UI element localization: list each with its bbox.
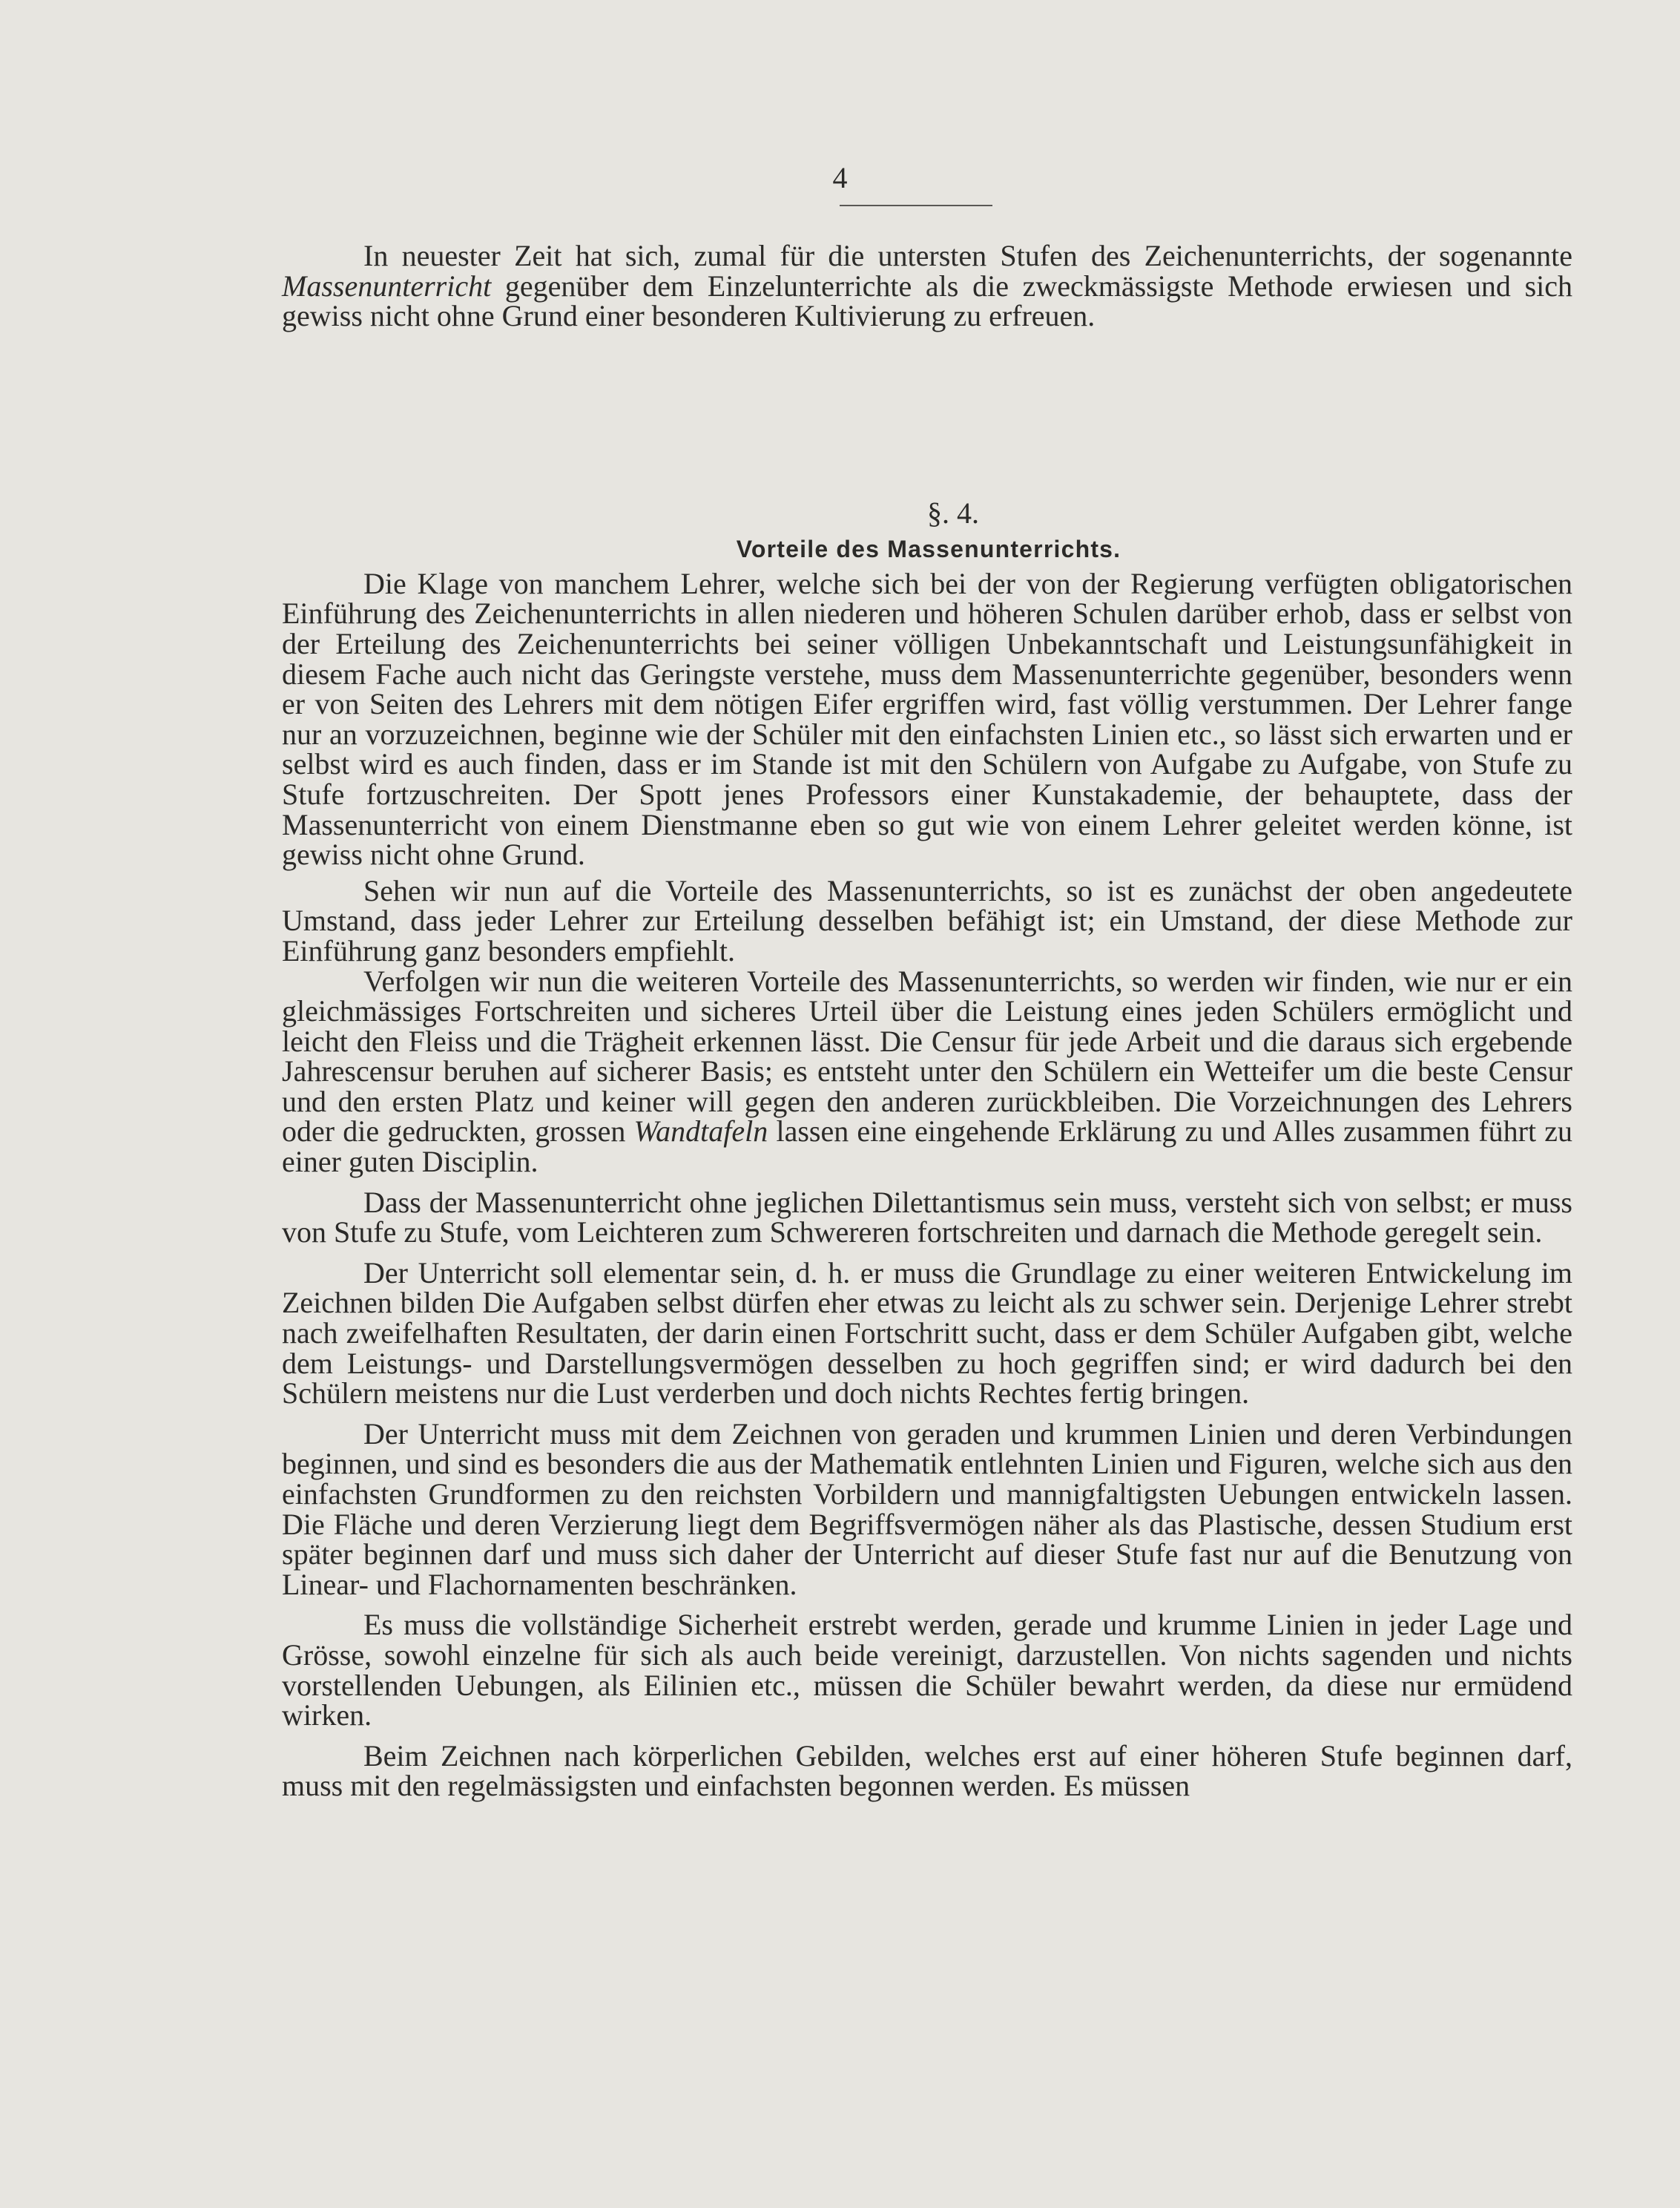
paragraph-3-italic-term: Wandtafeln	[633, 1114, 768, 1149]
intro-text-after: gegenüber dem Einzelunterrichte als die zweckmässigste Methode erwiesen und sich gewiss nicht ohne Grund einer besonderen Kultivierung zu erfreuen.	[282, 269, 1572, 333]
paragraph-8: Beim Zeichnen nach körperlichen Gebilden, welches erst auf einer höheren Stufe beginnen darf, muss mit den regelmässigsten und einfachsten begonnen werden. Es müssen	[282, 1738, 1572, 1803]
paragraph-1: Die Klage von manchem Lehrer, welche sich bei der von der Regierung verfügten obligatorischen Einführung des Zeichenunterrichts in allen niederen und höheren Schulen darüber erhob, dass er selbst von der Erteilung des Zeichenunterrichts bei seiner völligen Unbekanntschaft und Leistungsunfähigkeit in diesem Fache auch nicht das Geringste verstehe, muss dem Massenunterrichte gegenüber, besonders wenn er von Seiten des Lehrers mit dem nötigen Eifer ergriffen wird, fast völlig verstummen. Der Lehrer fange nur an vorzuzeichnen, beginne wie der Schüler mit den einfachsten Linien etc., so lässt sich erwarten und er selbst wird es auch finden, dass er im Stande ist mit den Schülern von Aufgabe zu Aufgabe, von Stufe zu Stufe fortzuschreiten. Der Spott jenes Professors einer Kunstakademie, der behauptete, dass der Massenunterricht von einem Dienstmanne eben so gut wie von einem Lehrer geleitet werden könne, ist gewiss nicht ohne Grund.	[282, 566, 1572, 872]
intro-paragraph	[282, 241, 1572, 332]
paragraph-5: Der Unterricht soll elementar sein, d. h. er muss die Grundlage zu einer weiteren Entwickelung im Zeichnen bilden Die Aufgaben selbst dürfen eher etwas zu leicht als zu schwer sein. Derjenige Lehrer strebt nach zweifelhaften Resultaten, der darin einen Fortschritt sucht, dass er dem Schüler Aufgaben gibt, welche dem Leistungs- und Darstellungsvermögen desselben zu hoch gegriffen sind; er wird dadurch bei den Schülern meistens nur die Lust verderben und doch nichts Rechtes fertig bringen.	[282, 1255, 1572, 1410]
paragraph-3-before: Verfolgen wir nun die weiteren Vorteile des Massenunterrichts, so werden wir finden, wie nur er ein gleichmässiges Fortschreiten und sicheres Urteil über die Leistung eines jeden Schülers ermöglicht und leicht den Fleiss und die Trägheit erkennen lässt. Die Censur für jede Arbeit und die daraus sich ergebende Jahrescensur beruhen auf sicherer Basis; es entsteht unter den Schülern ein Wetteifer um die beste Censur und den ersten Platz und keiner will gegen den anderen zurückbleiben. Die Vorzeichnungen des Lehrers oder die gedruckten, grossen	[282, 964, 1572, 1149]
paragraph-3-after: lassen eine eingehende Erklärung zu und Alles zusammen führt zu einer guten Disciplin.	[282, 1114, 1572, 1179]
page-number: 4	[832, 161, 848, 194]
paragraph-7: Es muss die vollständige Sicherheit erstrebt werden, gerade und krumme Linien in jeder Lage und Grösse, sowohl einzelne für sich als auch beide vereinigt, darzustellen. Von nichts sagenden und nichts vorstellenden Uebungen, als Eilinien etc., müssen die Schüler bewahrt werden, da diese nur ermüdend wirken.	[282, 1608, 1572, 1732]
paragraph-3	[282, 964, 1572, 1179]
intro-italic-term: Massenunterricht	[282, 269, 492, 303]
section-number: §. 4.	[927, 496, 979, 530]
page-number-rule	[840, 205, 992, 206]
paragraph-2: Sehen wir nun auf die Vorteile des Massenunterrichts, so ist es zunächst der oben angedeutete Umstand, dass jeder Lehrer zur Erteilung desselben befähigt ist; ein Umstand, der diese Methode zur Einführung ganz besonders empfiehlt.	[282, 873, 1572, 967]
paragraph-4: Dass der Massenunterricht ohne jeglichen Dilettantismus sein muss, versteht sich von selbst; er muss von Stufe zu Stufe, vom Leichteren zum Schwereren fortschreiten und darnach die Methode geregelt sein.	[282, 1185, 1572, 1249]
paragraph-6: Der Unterricht muss mit dem Zeichnen von geraden und krummen Linien und deren Verbindungen beginnen, und sind es besonders die aus der Mathematik entlehnten Linien und Figuren, welche sich aus den einfachsten Grundformen zu den reichsten Vorbildern und mannigfaltigsten Uebungen entwickeln lassen. Die Fläche und deren Verzierung liegt dem Begriffsvermögen näher als das Plastische, dessen Studium erst später beginnen darf und muss sich daher der Unterricht auf dieser Stufe fast nur auf die Benutzung von Linear- und Flachornamenten beschränken.	[282, 1416, 1572, 1601]
body-text	[282, 241, 1572, 1801]
section-title: Vorteile des Massenunterrichts.	[736, 535, 1121, 562]
intro-text-before: In neuester Zeit hat sich, zumal für die untersten Stufen des Zeichenunterrichts, der sogenannte	[363, 239, 1572, 272]
